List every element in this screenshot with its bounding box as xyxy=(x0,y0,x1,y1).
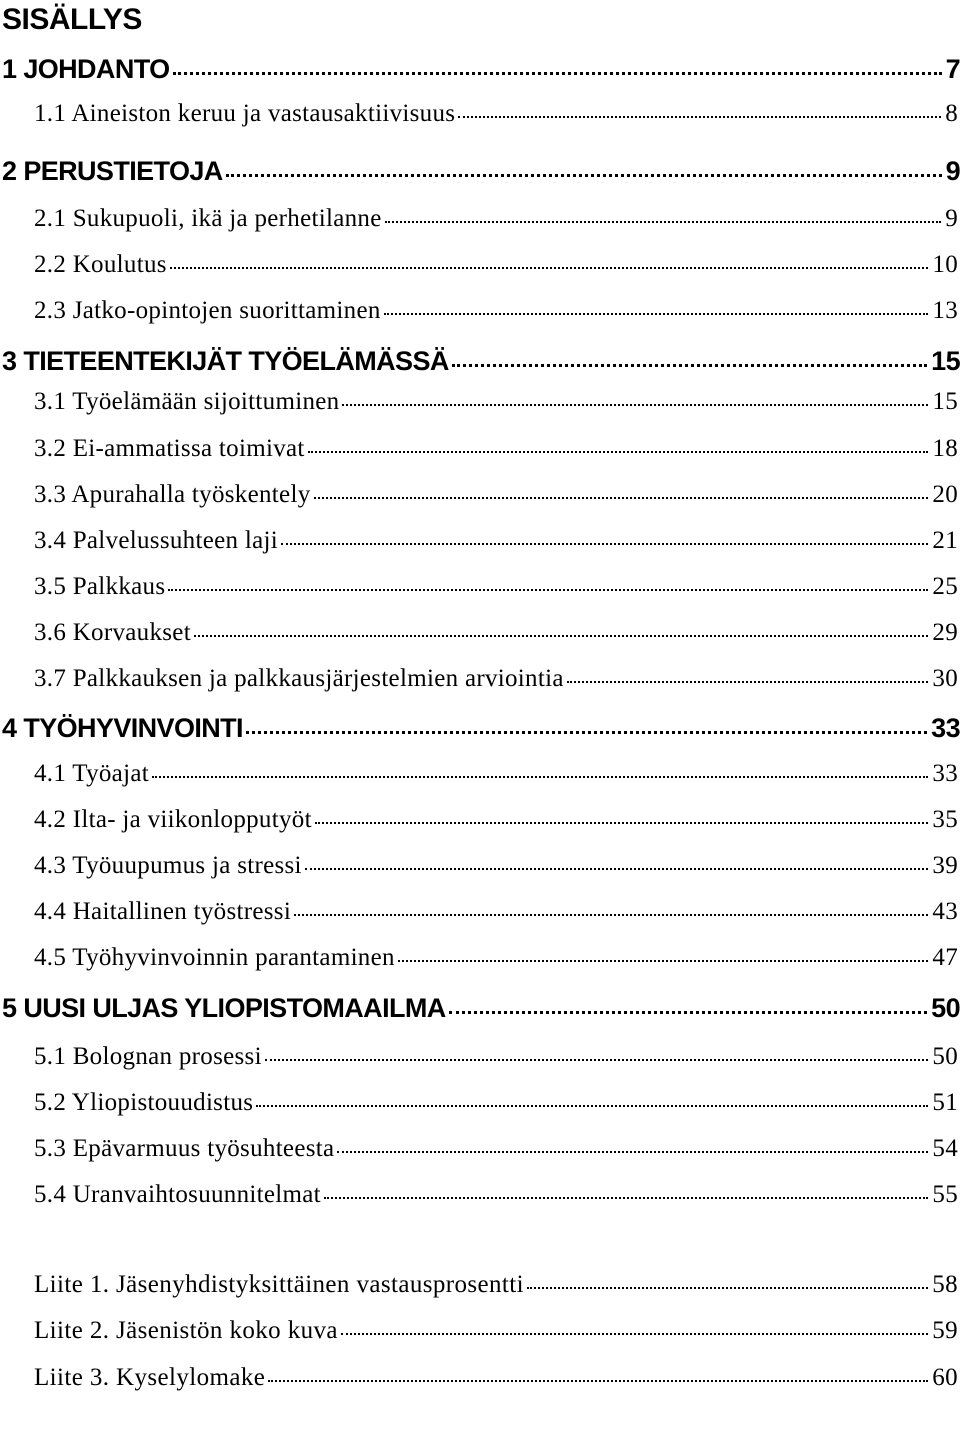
toc-entry-label: 3.4 Palvelussuhteen laji xyxy=(34,527,278,554)
toc-page-number: 39 xyxy=(932,852,958,879)
toc-title: SISÄLLYS xyxy=(2,3,142,36)
toc-chapter-5[interactable] xyxy=(0,993,960,1033)
toc-page-number: 54 xyxy=(932,1135,958,1162)
dot-leader xyxy=(294,914,928,916)
dot-leader xyxy=(314,497,929,499)
dot-leader xyxy=(173,72,942,75)
toc-entry-label: Liite 1. Jäsenyhdistyksittäinen vastausprosentti xyxy=(34,1271,524,1298)
dot-leader xyxy=(527,1287,928,1289)
toc-page-number: 47 xyxy=(932,944,958,971)
toc-page-number: 60 xyxy=(932,1364,958,1391)
toc-section-3-6[interactable] xyxy=(0,619,958,659)
toc-entry-label: 5.4 Uranvaihtosuunnitelmat xyxy=(34,1181,321,1208)
toc-page-number: 43 xyxy=(932,898,958,925)
toc-entry-label: 4 TYÖHYVINVOINTI xyxy=(2,713,243,743)
toc-entry-label: Liite 2. Jäsenistön koko kuva xyxy=(34,1317,338,1344)
toc-page-number: 33 xyxy=(931,713,960,743)
toc-entry-label: 4.4 Haitallinen työstressi xyxy=(34,898,292,925)
toc-page-number: 51 xyxy=(932,1089,958,1116)
dot-leader xyxy=(168,589,928,591)
toc-page-number: 15 xyxy=(931,346,960,376)
dot-leader xyxy=(170,267,929,269)
toc-entry-label: 3.7 Palkkauksen ja palkkausjärjestelmien arviointia xyxy=(34,665,564,692)
toc-entry-label: 5.1 Bolognan prosessi xyxy=(34,1043,262,1070)
toc-entry-label: Liite 3. Kyselylomake xyxy=(34,1364,266,1391)
dot-leader xyxy=(337,1151,928,1153)
toc-appendix-2[interactable] xyxy=(0,1317,958,1357)
dot-leader xyxy=(384,313,929,315)
toc-section-4-4[interactable] xyxy=(0,898,958,938)
dot-leader xyxy=(452,364,927,367)
toc-section-3-4[interactable] xyxy=(0,527,958,567)
toc-page-number: 50 xyxy=(931,993,960,1023)
toc-page-number: 10 xyxy=(932,251,958,278)
toc-entry-label: 5 UUSI ULJAS YLIOPISTOMAAILMA xyxy=(2,993,446,1023)
toc-entry-label: 4.5 Työhyvinvoinnin parantaminen xyxy=(34,944,395,971)
toc-entry-label: 4.2 Ilta- ja viikonlopputyöt xyxy=(34,806,312,833)
toc-section-4-1[interactable] xyxy=(0,760,958,800)
dot-leader xyxy=(246,731,927,734)
toc-page-number: 33 xyxy=(932,760,958,787)
toc-page-number: 58 xyxy=(932,1271,958,1298)
dot-leader xyxy=(385,221,942,223)
toc-entry-label: 3 TIETEENTEKIJÄT TYÖELÄMÄSSÄ xyxy=(2,346,449,376)
toc-page-number: 20 xyxy=(932,481,958,508)
toc-entry-label: 3.3 Apurahalla työskentely xyxy=(34,481,311,508)
dot-leader xyxy=(458,116,941,118)
toc-section-4-5[interactable] xyxy=(0,944,958,984)
toc-page-number: 21 xyxy=(932,527,958,554)
toc-entry-label: 2 PERUSTIETOJA xyxy=(2,156,223,186)
toc-entry-label: 2.2 Koulutus xyxy=(34,251,167,278)
dot-leader xyxy=(194,635,928,637)
toc-section-3-3[interactable] xyxy=(0,481,958,521)
toc-chapter-1[interactable] xyxy=(0,54,960,94)
toc-page-number: 13 xyxy=(932,297,958,324)
toc-section-2-3[interactable] xyxy=(0,297,958,337)
toc-entry-label: 1.1 Aineiston keruu ja vastausaktiivisuus xyxy=(34,100,456,127)
toc-section-2-2[interactable] xyxy=(0,251,958,291)
dot-leader xyxy=(268,1380,928,1382)
dot-leader xyxy=(256,1105,928,1107)
dot-leader xyxy=(449,1011,927,1014)
dot-leader xyxy=(342,404,928,406)
toc-entry-label: 4.1 Työajat xyxy=(34,760,149,787)
dot-leader xyxy=(281,543,928,545)
toc-page-number: 29 xyxy=(932,619,958,646)
toc-section-5-1[interactable] xyxy=(0,1043,958,1083)
dot-leader xyxy=(324,1197,928,1199)
toc-page-number: 35 xyxy=(932,806,958,833)
toc-entry-label: 5.3 Epävarmuus työsuhteesta xyxy=(34,1135,335,1162)
toc-page-number: 30 xyxy=(932,665,958,692)
toc-section-3-2[interactable] xyxy=(0,435,958,475)
toc-section-5-2[interactable] xyxy=(0,1089,958,1129)
toc-page-number: 7 xyxy=(945,54,960,84)
toc-page-number: 9 xyxy=(945,156,960,186)
dot-leader xyxy=(341,1333,928,1335)
toc-section-3-5[interactable] xyxy=(0,573,958,613)
toc-section-4-2[interactable] xyxy=(0,806,958,846)
toc-section-5-3[interactable] xyxy=(0,1135,958,1175)
toc-entry-label: 5.2 Yliopistouudistus xyxy=(34,1089,254,1116)
toc-page-number: 15 xyxy=(932,388,958,415)
toc-section-1-1[interactable] xyxy=(0,100,958,140)
toc-page-number: 55 xyxy=(932,1181,958,1208)
toc-appendix-1[interactable] xyxy=(0,1271,958,1311)
toc-section-3-1[interactable] xyxy=(0,388,958,428)
toc-section-3-7[interactable] xyxy=(0,665,958,705)
toc-page-number: 8 xyxy=(945,100,958,127)
toc-section-5-4[interactable] xyxy=(0,1181,958,1221)
toc-page-number: 18 xyxy=(932,435,958,462)
toc-page-number: 50 xyxy=(932,1043,958,1070)
toc-chapter-4[interactable] xyxy=(0,713,960,753)
toc-page-number: 9 xyxy=(945,205,958,232)
toc-entry-label: 3.6 Korvaukset xyxy=(34,619,191,646)
toc-appendix-3[interactable] xyxy=(0,1364,958,1404)
dot-leader xyxy=(265,1059,929,1061)
dot-leader xyxy=(308,451,929,453)
toc-chapter-3[interactable] xyxy=(0,346,960,386)
toc-page-number: 25 xyxy=(932,573,958,600)
toc-entry-label: 2.1 Sukupuoli, ikä ja perhetilanne xyxy=(34,205,382,232)
toc-entry-label: 3.5 Palkkaus xyxy=(34,573,166,600)
toc-section-4-3[interactable] xyxy=(0,852,958,892)
dot-leader xyxy=(567,681,929,683)
dot-leader xyxy=(226,174,942,177)
dot-leader xyxy=(152,776,928,778)
dot-leader xyxy=(305,868,929,870)
dot-leader xyxy=(315,822,929,824)
toc-entry-label: 2.3 Jatko-opintojen suorittaminen xyxy=(34,297,381,324)
toc-entry-label: 1 JOHDANTO xyxy=(2,54,170,84)
toc-entry-label: 3.2 Ei-ammatissa toimivat xyxy=(34,435,305,462)
toc-section-2-1[interactable] xyxy=(0,205,958,245)
toc-entry-label: 3.1 Työelämään sijoittuminen xyxy=(34,388,340,415)
dot-leader xyxy=(398,960,929,962)
toc-chapter-2[interactable] xyxy=(0,156,960,196)
toc-page-number: 59 xyxy=(932,1317,958,1344)
toc-entry-label: 4.3 Työuupumus ja stressi xyxy=(34,852,302,879)
